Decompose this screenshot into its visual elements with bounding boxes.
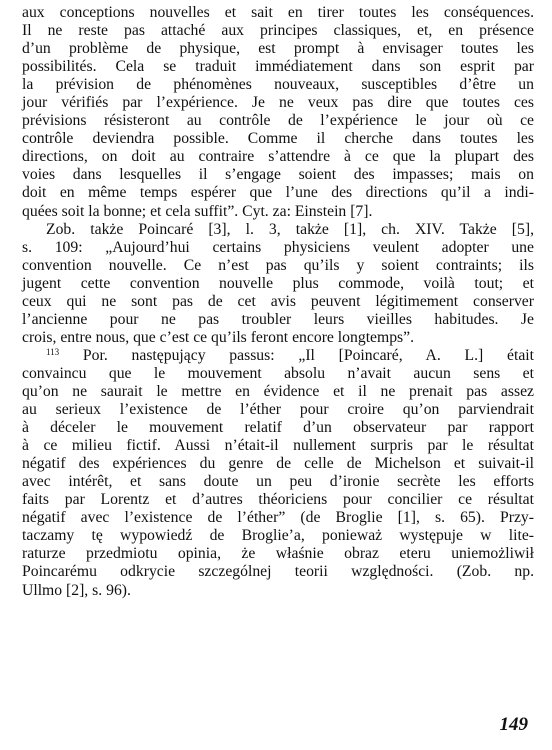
- text-line: ceux qui ne sont pas de cet avis peuvent légitimement conserver: [22, 292, 534, 310]
- text-line: à ce milieu fictif. Aussi n’était-il nullement surpris par le résultat: [22, 437, 534, 455]
- text-line: directions, on doit au contraire s’attendre à ce que la plupart des: [22, 148, 534, 166]
- text-line: négatif des expériences du genre de celle de Michelson et suivait-il: [22, 455, 534, 473]
- text-line: doit en même temps espérer que l’une des directions qu’il a indi-: [22, 184, 534, 202]
- text-line: quées soit la bonne; et cela suffit”. Cyt. za: Einstein [7].: [22, 202, 373, 220]
- text-line: raturze przedmiotu opinia, że właśnie obraz eteru uniemożliwił: [22, 545, 534, 563]
- text-line: taczamy tę wypowiedź de Broglie’a, ponieważ występuje w lite-: [22, 527, 534, 545]
- text-line: voies dans lesquelles il s’engage soient des impasses; mais on: [22, 166, 534, 184]
- text-line: s. 109: „Aujourd’hui certains physiciens veulent adopter une: [22, 238, 534, 256]
- text-line: jugent cette convention nouvelle plus commode, voilà tout; et: [22, 274, 534, 292]
- page-text: [22, 4, 534, 600]
- text-line: la prévision de phénomènes nouveaux, susceptibles d’être un: [22, 76, 534, 94]
- text-line: jour vérifiés par l’expérience. Je ne veux pas dire que toutes ces: [22, 94, 534, 112]
- text-line: avec intérêt, et sans doute un peu d’ironie secrète les efforts: [22, 473, 534, 491]
- footnote-number: 113: [46, 346, 60, 357]
- text-line: convention nouvelle. Ce n’est pas qu’ils y soient contraints; ils: [22, 256, 534, 274]
- text-line: aux conceptions nouvelles et sait en tirer toutes les conséquences.: [22, 4, 534, 21]
- text-line: crois, entre nous, que c’est ce qu’ils feront encore longtemps”.: [22, 328, 415, 346]
- text-line: au serieux l’existence de l’éther pour croire qu’on parviendrait: [22, 401, 534, 419]
- text-line: négatif avec l’existence de l’éther” (de Broglie [1], s. 65). Przy-: [22, 509, 534, 527]
- footnote-line: [22, 347, 534, 365]
- footnote-text: Por. następujący passus: „Il [Poincaré, A. L.] était: [82, 346, 534, 364]
- text-line: Il ne reste pas attaché aux principes classiques, et, en présence: [22, 22, 534, 40]
- text-line: contrôle deviendra possible. Comme il cherche dans toutes les: [22, 130, 534, 148]
- text-line: faits par Lorentz et d’autres théoriciens pour concilier ce résultat: [22, 491, 534, 509]
- text-line: convaincu que le mouvement absolu n’avait aucun sens et: [22, 364, 534, 382]
- text-line: l’ancienne pour ne pas troubler leurs vieilles habitudes. Je: [22, 310, 534, 328]
- text-line: prévisions résisteront au contrôle de l’expérience le jour où ce: [22, 112, 534, 130]
- page-number: 149: [499, 714, 528, 735]
- text-line: à déceler le mouvement relatif d’un observateur par rapport: [22, 419, 534, 437]
- text-line: possibilités. Cela se traduit immédiatement dans son esprit par: [22, 58, 534, 76]
- text-line: Ullmo [2], s. 96).: [22, 581, 131, 599]
- text-line: d’un problème de physique, est prompt à envisager toutes les: [22, 40, 534, 58]
- text-line: Poincarému odkrycie szczególnej teorii względności. (Zob. np.: [22, 563, 534, 581]
- text-line: qu’on ne saurait le mettre en évidence et il ne prenait pas assez: [22, 382, 534, 400]
- text-line: Zob. także Poincaré [3], l. 3, także [1], ch. XIV. Także [5],: [46, 220, 534, 238]
